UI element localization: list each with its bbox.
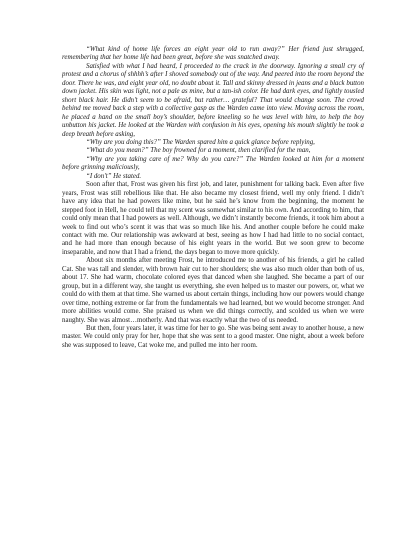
paragraph: “What kind of home life forces an eight year old to run away?” Her friend just shrugged, remembering that her home life had been great, before she was snatched away. [62, 46, 364, 62]
paragraph: “Why are you doing this?” The Warden spared him a quick glance before replying, [86, 138, 315, 146]
paragraph: Satisfied with what I had heard, I proceeded to the crack in the doorway. Ignoring a small cry of protest and a chorus of shhhh’s after I shoved somebody out of the way. And peered into the room beyond the door. There he was, and eight year old, no doubt about it. Tall and skinny dressed in jeans and a black button down jacket. His skin was light, not a pale as mine, but a tan-ish color. He had dark eyes, and lightly tousled short black hair. He didn’t seem to be afraid, but rather… grateful? That would change soon. The crowd behind me moved back a step with a collective gasp as the Warden came into view. Moving across the room, he placed a hand on the small boy’s shoulder, before kneeling so he was level with him, to help the boy unbutton his jacket. He looked at the Warden with confusion in his eyes, opening his mouth slightly he took a deep breath before asking, [62, 62, 364, 138]
paragraph: “What do you mean?” The boy frowned for a moment, then clarified for the man, [86, 147, 311, 155]
paragraph: But then, four years later, it was time for her to go. She was being sent away to another house, a new master. We could only pray for her, hope that she was sent to a good master. One night, about a week before she was supposed to leave, Cat woke me, and pulled me into her room. [62, 324, 364, 349]
paragraph: Soon after that, Frost was given his first job, and later, punishment for talking back. Even after five years, Frost was still rebellious like that. He also became my closest friend, well my only friend. I didn’t have any idea that he had powers like mine, but he said he’s know from the beginning, the moment he stepped foot in Hell, he could tell that my scent was somewhat similar to his own. And according to him, that could only mean that I had powers as well. Although, we didn’t instantly become friends, it took him about a week to find out who’s scent it was that was so much like his. And another couple before he could make contact with me. Our relationship was awkward at best, seeing as how I had had little to no social contact, and he had more than enough because of his eight years in the world. But we soon grew to become inseparable, and now that I had a friend, the days began to move more quickly. [62, 181, 364, 256]
paragraph: “Why are you taking care of me? Why do you care?” The Warden looked at him for a moment before grinning maliciously, [62, 155, 364, 172]
paragraph: “I don’t” He stated. [86, 172, 142, 180]
paragraph: About six months after meeting Frost, he introduced me to another of his friends, a girl he called Cat. She was tall and slender, with brown hair cut to her shoulders; she was also much older than both of us, about 17. She had warm, chocolate colored eyes that danced when she laughed. She became a part of our group, but in a different way, she taught us everything, she even helped us to master our powers, or, what we could do with them at that time. She warned us about certain things, including how our powers would change over time, nothing extreme or far from the fundamentals we had learned, but we would become stronger. And more abilities would come. She praised us when we did things correctly, and scolded us when we were naughty. She was almost…motherly. And that was exactly what the two of us needed. [62, 257, 364, 324]
